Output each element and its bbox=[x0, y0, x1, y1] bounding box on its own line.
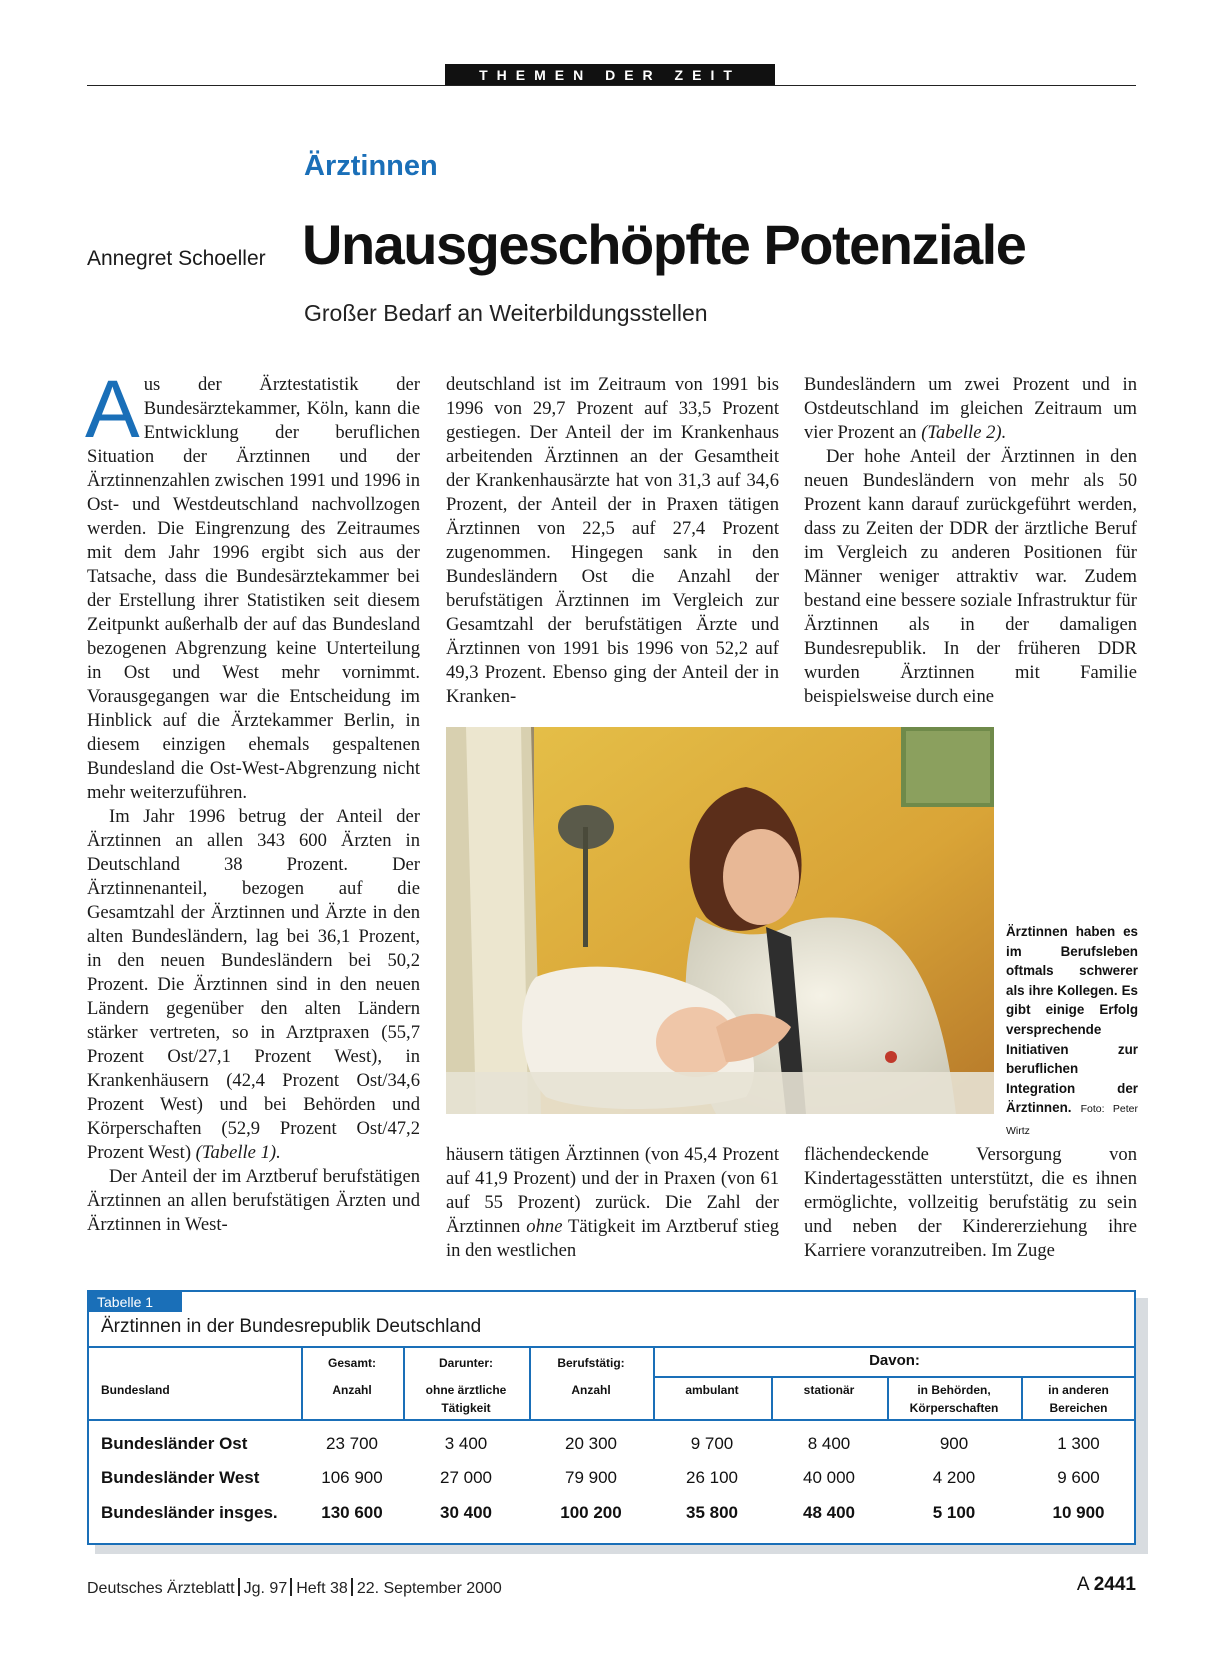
text-column-2-continued bbox=[446, 1143, 779, 1263]
table-cell: 5 100 bbox=[932, 1503, 976, 1522]
paragraph bbox=[87, 805, 420, 1165]
table-cell: 106 900 bbox=[321, 1468, 383, 1487]
paragraph-text: Im Jahr 1996 betrug der Anteil der Ärztinnen an allen 343 600 Ärzten in Deutschland 38 Prozent. Der Ärztinnenanteil, bezogen auf die Gesamtzahl der Ärztinnen und Ärzte in den alten Bundesländern, lag bei 36,1 Prozent, in den neuen Bundesländern bei 50,2 Prozent. Die Ärztinnen sind in den neuen Ländern gegenüber den alten Ländern stärker vertreten, so in Arztpraxen (55,7 Prozent Ost/27,1 Prozent West), in Krankenhäusern (42,4 Prozent Ost/34,6 Prozent West) und bei Behörden und Körperschaften (52,9 Prozent Ost/47,2 Prozent West) bbox=[87, 806, 420, 1163]
paragraph bbox=[446, 1143, 779, 1263]
column-header-ambulant: ambulant bbox=[685, 1383, 739, 1397]
table-cell: 4 200 bbox=[932, 1468, 976, 1487]
journal-name: Deutsches Ärzteblatt bbox=[87, 1580, 235, 1597]
caption-text: Ärztinnen haben es im Berufsleben oftmals schwerer als ihre Kollegen. Es gibt einige Erfolg versprechende Initiativen zur beruflichen Integration der Ärztinnen. bbox=[1006, 924, 1138, 1116]
issue: Heft 38 bbox=[296, 1580, 348, 1597]
column-group-header-davon: Davon: bbox=[869, 1352, 920, 1369]
issue-date: 22. September 2000 bbox=[356, 1580, 502, 1597]
page-number-value: 2441 bbox=[1093, 1574, 1136, 1595]
table-cell: 100 200 bbox=[560, 1503, 622, 1522]
table-cell: 23 700 bbox=[326, 1434, 378, 1453]
table-divider bbox=[1021, 1376, 1023, 1419]
table-cell: 48 400 bbox=[803, 1503, 855, 1522]
article-author: Annegret Schoeller bbox=[87, 247, 266, 270]
footer-separator bbox=[290, 1578, 292, 1596]
table-cell: 30 400 bbox=[440, 1503, 492, 1522]
column-subheader-gesamt: Anzahl bbox=[332, 1383, 372, 1397]
paragraph: Der hohe Anteil der Ärztinnen in den neuen Bundesländern von mehr als 50 Prozent kann darauf zurückgeführt werden, dass zu Zeiten der DDR der ärztliche Beruf im Vergleich zu anderen Positionen für Männer weniger attraktiv war. Zudem bestand eine bessere soziale Infrastruktur für Ärztinnen als in der damaligen Bundesrepublik. In der früheren DDR wurden Ärztinnen mit Familie beispielsweise durch eine bbox=[804, 446, 1137, 707]
table-cell: 1 300 bbox=[1057, 1434, 1100, 1453]
column-header-stationaer: stationär bbox=[803, 1383, 855, 1397]
page-footer bbox=[87, 1578, 502, 1598]
paragraph: flächendeckende Versorgung von Kindertagesstätten unterstützt, die es ihnen ermöglichte, vollzeitig berufstätig zu sein und neben der Kindererziehung ihre Karriere voranzutreiben. Im Zuge bbox=[804, 1144, 1137, 1261]
table-cell: 10 900 bbox=[1052, 1503, 1105, 1522]
table-divider bbox=[887, 1376, 889, 1419]
page-number bbox=[1077, 1574, 1136, 1596]
section-label: THEMEN DER ZEIT bbox=[445, 64, 775, 86]
paragraph: deutschland ist im Zeitraum von 1991 bis 1996 von 29,7 Prozent auf 33,5 Prozent gestiegen. Der Anteil der im Krankenhaus arbeitenden Ärztinnen an der Gesamtheit der Krankenhausärzte hat von 31,3 auf 34,6 Prozent, der Anteil der in Praxen tätigen Ärztinnen von 22,5 auf 27,4 Prozent zugenommen. Hingegen sank in den Bundesländern Ost die Anzahl der berufstätigen Ärztinnen im Vergleich zur Gesamtzahl der berufstätigen Ärzte und Ärztinnen von 1991 bis 1996 von 52,2 auf 49,3 Prozent. Ebenso ging der Anteil der in Kranken- bbox=[446, 374, 779, 707]
table-cell: 79 900 bbox=[565, 1468, 617, 1487]
table-reference: (Tabelle 1). bbox=[195, 1142, 281, 1163]
table-reference: (Tabelle 2). bbox=[921, 422, 1007, 443]
article-headline: Unausgeschöpfte Potenziale bbox=[302, 213, 1026, 276]
table-title: Ärztinnen in der Bundesrepublik Deutschland bbox=[101, 1316, 482, 1337]
paragraph bbox=[804, 373, 1137, 445]
table-cell: 20 300 bbox=[565, 1434, 617, 1453]
table-divider bbox=[89, 1346, 1134, 1348]
row-label: Bundesländer West bbox=[101, 1468, 260, 1487]
photo-caption bbox=[1006, 922, 1138, 1142]
table-cell: 27 000 bbox=[440, 1468, 492, 1487]
row-label: Bundesländer Ost bbox=[101, 1434, 248, 1453]
table-cell: 9 600 bbox=[1057, 1468, 1100, 1487]
table-cell: 35 800 bbox=[686, 1503, 738, 1522]
row-label: Bundesländer insges. bbox=[101, 1503, 278, 1522]
column-subheader-darunter: ohne ärztliche Tätigkeit bbox=[425, 1383, 507, 1415]
table-cell: 3 400 bbox=[444, 1434, 488, 1453]
column-header-gesamt: Gesamt: bbox=[327, 1356, 377, 1370]
paragraph-text: Bundesländern um zwei Prozent und in Ostdeutschland im gleichen Zeitraum um vier Prozent an bbox=[804, 374, 1137, 443]
table-cell: 40 000 bbox=[803, 1468, 855, 1487]
table-divider bbox=[653, 1376, 1136, 1378]
table-cell: 8 400 bbox=[807, 1434, 851, 1453]
emphasis: ohne bbox=[526, 1216, 563, 1237]
text-column-3-continued bbox=[804, 1143, 1137, 1263]
article-photo bbox=[446, 727, 994, 1114]
column-header-behoerden: in Behörden, Körperschaften bbox=[909, 1383, 999, 1415]
table-cell: 9 700 bbox=[690, 1434, 734, 1453]
photo-illustration bbox=[446, 727, 994, 1114]
table-tag: Tabelle 1 bbox=[89, 1292, 182, 1312]
column-subheader-berufstaetig: Anzahl bbox=[571, 1383, 611, 1397]
column-header-anderen: in anderen Bereichen bbox=[1048, 1383, 1109, 1415]
text-column-2 bbox=[446, 373, 779, 709]
table-cell: 130 600 bbox=[321, 1503, 383, 1522]
article-kicker: Ärztinnen bbox=[304, 150, 438, 182]
table-cell: 26 100 bbox=[686, 1468, 738, 1487]
photo-credit: Foto: Peter Wirtz bbox=[1006, 1103, 1138, 1137]
volume: Jg. 97 bbox=[243, 1580, 288, 1597]
paragraph: Der Anteil der im Arztberuf berufstätigen Ärztinnen an allen berufstätigen Ärzten und Ärztinnen in West- bbox=[87, 1166, 420, 1235]
column-header-darunter: Darunter: bbox=[438, 1356, 493, 1370]
text-column-3 bbox=[804, 373, 1137, 709]
column-header-bundesland: Bundesland bbox=[101, 1383, 170, 1397]
drop-cap: A bbox=[85, 364, 140, 455]
paragraph bbox=[85, 364, 420, 805]
data-table bbox=[87, 1290, 1136, 1545]
text-column-1 bbox=[85, 364, 420, 1237]
table-divider bbox=[89, 1419, 1136, 1421]
footer-separator bbox=[351, 1578, 353, 1596]
paragraph-text: us der Ärztestatistik der Bundesärztekammer, Köln, kann die Entwicklung der beruflichen Situation der Ärztinnen und der Ärztinnenzahlen zwischen 1991 und 1996 in Ost- und Westdeutschland nachvollzogen werden. Die Eingrenzung des Zeitraumes mit dem Jahr 1996 ergibt sich aus der Tatsache, dass die Bundesärztekammer bei der Erstellung ihrer Statistiken seit diesem Zeitpunkt außerhalb der auf das Bundesland bezogenen Abgrenzung keine Unterteilung in Ost und West mehr vornimmt. Vorausgegangen war die Entscheidung im Hinblick auf die Ärztekammer Berlin, in diesem einzigen ehemals gespaltenen Bundesland die Ost-West-Abgrenzung nicht mehr weiterzuführen. bbox=[87, 374, 420, 803]
paragraph-text: Tätigkeit im Arztberuf stieg in den westlichen bbox=[446, 1216, 779, 1261]
table-cell: 900 bbox=[939, 1434, 969, 1453]
footer-separator bbox=[238, 1578, 240, 1596]
header-rule bbox=[87, 85, 1136, 86]
page-prefix: A bbox=[1076, 1574, 1089, 1595]
column-header-berufstaetig: Berufstätig: bbox=[557, 1356, 625, 1370]
article-subhead: Großer Bedarf an Weiterbildungsstellen bbox=[304, 300, 708, 326]
paragraph-text: häusern tätigen Ärztinnen (von 45,4 Prozent auf 41,9 Prozent) und der in Praxen (von 61 auf 55 Prozent) zurück. Die Zahl der Ärztinnen bbox=[446, 1144, 779, 1237]
